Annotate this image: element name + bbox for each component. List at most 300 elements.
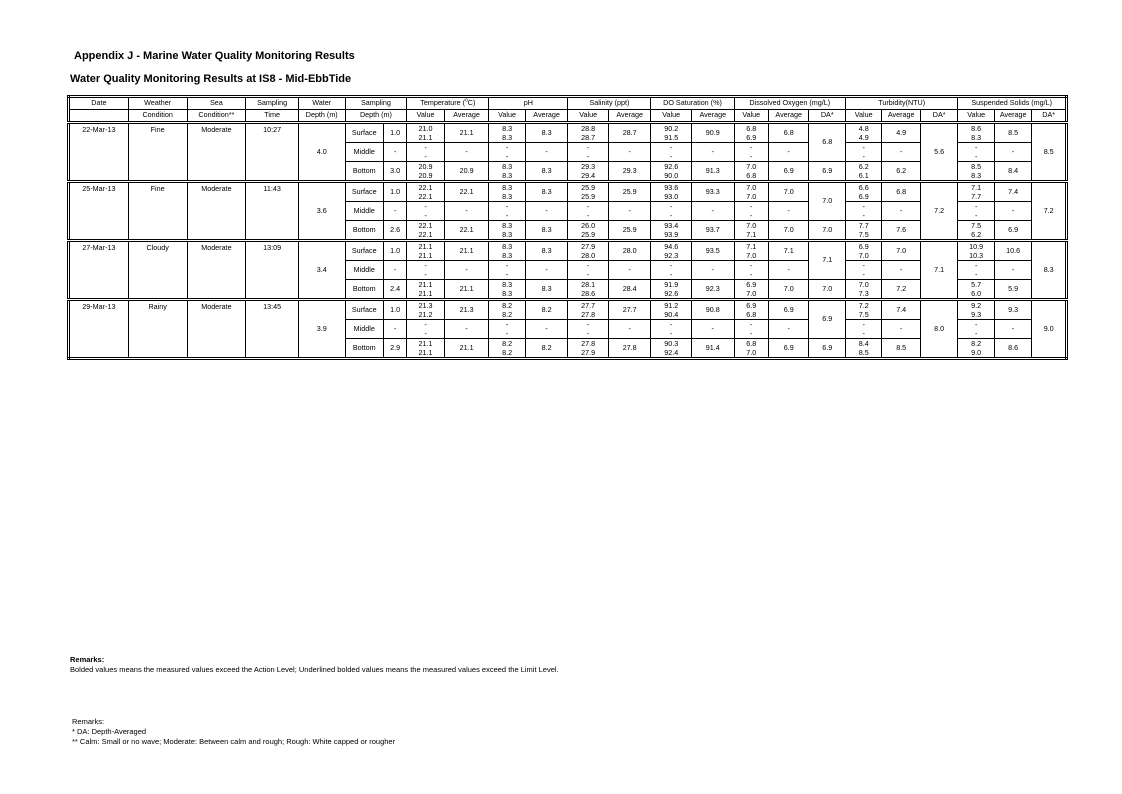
dissolved-oxygen-average: 6.9	[768, 162, 809, 182]
remarks-heading: Remarks:	[70, 655, 105, 664]
col-ss-average: Average	[994, 110, 1031, 123]
dissolved-oxygen-value	[734, 221, 768, 241]
turbidity-value	[845, 241, 881, 261]
sampling-level: Bottom	[345, 339, 383, 359]
turbidity-value-reading-1: 8.4	[858, 339, 869, 348]
suspended-solids-value-reading-2: 6.0	[971, 289, 982, 298]
suspended-solids-da: 8.5	[1032, 123, 1067, 182]
turbidity-value-reading-1: 6.9	[858, 242, 869, 251]
turbidity-value-reading-1: -	[862, 143, 865, 152]
suspended-solids-value-reading-1: 5.7	[971, 280, 982, 289]
dissolved-oxygen-average: 6.9	[768, 300, 809, 320]
suspended-solids-value-reading-2: -	[974, 152, 978, 161]
salinity-average: 27.7	[608, 300, 651, 320]
sampling-time: 11:43	[246, 182, 299, 241]
sampling-level: Middle	[345, 143, 383, 162]
temperature-value-reading-2: 21.1	[418, 348, 433, 357]
turbidity-value	[845, 300, 881, 320]
suspended-solids-value	[958, 123, 994, 143]
do-saturation-value	[651, 202, 692, 221]
temperature-value-reading-1: 22.1	[418, 183, 433, 192]
salinity-average: 25.9	[608, 182, 651, 202]
dissolved-oxygen-da-bottom: 7.0	[809, 280, 846, 300]
salinity-average: 28.4	[608, 280, 651, 300]
turbidity-value-reading-2: 7.5	[858, 230, 869, 239]
dissolved-oxygen-value	[734, 143, 768, 162]
suspended-solids-value	[958, 261, 994, 280]
temperature-value-reading-1: 21.1	[418, 242, 433, 251]
salinity-value	[568, 182, 609, 202]
sampling-depth: -	[384, 143, 407, 162]
temperature-value-reading-1: -	[424, 143, 427, 152]
water-depth: 3.9	[298, 300, 345, 359]
sampling-time: 13:09	[246, 241, 299, 300]
temperature-value-reading-2: -	[424, 329, 427, 338]
sampling-depth: 1.0	[384, 241, 407, 261]
sample-date: 22-Mar-13	[69, 123, 129, 182]
suspended-solids-value	[958, 241, 994, 261]
temperature-value	[407, 162, 444, 182]
suspended-solids-value	[958, 339, 994, 359]
turbidity-value-reading-2: 7.0	[858, 251, 869, 260]
salinity-average: -	[608, 320, 651, 339]
do-saturation-value	[651, 123, 692, 143]
temperature-value-reading-1: -	[424, 202, 427, 211]
ph-value-reading-2: 8.3	[502, 251, 513, 260]
col-dosat-value: Value	[651, 110, 692, 123]
salinity-value-reading-1: 28.1	[581, 280, 596, 289]
temperature-average: -	[444, 143, 489, 162]
do-saturation-value	[651, 280, 692, 300]
do-saturation-value-reading-2: 92.6	[664, 289, 679, 298]
dissolved-oxygen-value-reading-1: 7.0	[746, 183, 757, 192]
sampling-level: Surface	[345, 182, 383, 202]
ph-value-reading-2: -	[505, 270, 509, 279]
ph-value-reading-1: 8.3	[502, 124, 513, 133]
suspended-solids-da: 7.2	[1032, 182, 1067, 241]
do-saturation-value-reading-1: -	[670, 202, 673, 211]
sampling-level: Surface	[345, 300, 383, 320]
do-saturation-value-reading-2: 93.9	[664, 230, 679, 239]
dissolved-oxygen-value-reading-2: 7.0	[746, 348, 757, 357]
turbidity-average: 6.8	[882, 182, 920, 202]
turbidity-value-reading-1: 7.7	[858, 221, 869, 230]
ph-value-reading-1: -	[505, 261, 509, 270]
turbidity-value-reading-2: 6.9	[858, 192, 869, 201]
suspended-solids-value	[958, 300, 994, 320]
col-weather-sub: Condition	[128, 110, 187, 123]
temperature-value-reading-2: -	[424, 152, 427, 161]
footnote-da: * DA: Depth-Averaged	[72, 727, 147, 736]
dissolved-oxygen-value-reading-1: 6.9	[746, 280, 757, 289]
suspended-solids-value-reading-2: 6.2	[971, 230, 982, 239]
dissolved-oxygen-value-reading-1: 6.8	[746, 339, 757, 348]
turbidity-value	[845, 182, 881, 202]
suspended-solids-average: -	[994, 143, 1031, 162]
weather-condition: Rainy	[128, 300, 187, 359]
salinity-value-reading-2: -	[586, 152, 590, 161]
do-saturation-value-reading-1: 94.6	[664, 242, 679, 251]
dissolved-oxygen-average: 7.0	[768, 280, 809, 300]
ph-value-reading-2: 8.3	[502, 192, 513, 201]
sample-date: 29-Mar-13	[69, 300, 129, 359]
salinity-average: 27.8	[608, 339, 651, 359]
salinity-value	[568, 261, 609, 280]
table-row	[69, 241, 1067, 261]
salinity-average: -	[608, 143, 651, 162]
col-do-average: Average	[768, 110, 809, 123]
col-sampling-depth: Sampling	[345, 97, 407, 110]
do-saturation-value-reading-2: 90.0	[664, 171, 679, 180]
suspended-solids-average: 5.9	[994, 280, 1031, 300]
salinity-value-reading-1: 25.9	[581, 183, 596, 192]
suspended-solids-value-reading-1: 9.2	[971, 301, 982, 310]
turbidity-value	[845, 339, 881, 359]
dissolved-oxygen-value	[734, 280, 768, 300]
suspended-solids-value-reading-1: -	[974, 320, 978, 329]
ph-value-reading-1: -	[505, 320, 509, 329]
dissolved-oxygen-value	[734, 261, 768, 280]
sea-condition: Moderate	[187, 300, 246, 359]
temperature-average: 21.1	[444, 280, 489, 300]
dissolved-oxygen-value-reading-1: -	[750, 320, 753, 329]
dissolved-oxygen-value-reading-1: 7.1	[746, 242, 757, 251]
col-turb-average: Average	[882, 110, 920, 123]
temperature-value-reading-1: 20.9	[418, 162, 433, 171]
ph-value-reading-2: -	[505, 152, 509, 161]
ph-average: -	[525, 143, 568, 162]
dissolved-oxygen-da: 6.8	[809, 123, 846, 162]
ph-value-reading-1: 8.2	[502, 339, 513, 348]
salinity-value-reading-1: -	[586, 320, 590, 329]
ph-value	[489, 300, 525, 320]
turbidity-value-reading-1: -	[862, 320, 865, 329]
suspended-solids-da: 9.0	[1032, 300, 1067, 359]
sampling-depth: 2.4	[384, 280, 407, 300]
table-title: Water Quality Monitoring Results at IS8 - Mid-EbbTide	[70, 73, 352, 85]
turbidity-average: -	[882, 143, 920, 162]
sea-condition: Moderate	[187, 123, 246, 182]
turbidity-average: 7.0	[882, 241, 920, 261]
salinity-value-reading-2: 25.9	[581, 192, 596, 201]
do-saturation-value-reading-2: -	[670, 152, 673, 161]
temperature-value	[407, 300, 444, 320]
dissolved-oxygen-value-reading-2: -	[750, 329, 753, 338]
dissolved-oxygen-da: 7.0	[809, 182, 846, 221]
dissolved-oxygen-value	[734, 182, 768, 202]
temperature-value-reading-1: 21.1	[418, 280, 433, 289]
turbidity-da: 5.6	[920, 123, 957, 182]
ph-value-reading-2: 8.3	[502, 230, 513, 239]
col-time-sub: Time	[246, 110, 299, 123]
dissolved-oxygen-value	[734, 123, 768, 143]
turbidity-average: 7.4	[882, 300, 920, 320]
temperature-value-reading-2: 21.1	[418, 251, 433, 260]
dissolved-oxygen-value-reading-2: 6.8	[746, 310, 757, 319]
turbidity-average: 4.9	[882, 123, 920, 143]
turbidity-value-reading-2: 4.9	[858, 133, 869, 142]
dissolved-oxygen-value-reading-2: -	[750, 270, 753, 279]
turbidity-value-reading-2: 6.1	[858, 171, 869, 180]
do-saturation-value-reading-1: -	[670, 261, 673, 270]
temperature-value	[407, 280, 444, 300]
salinity-average: 29.3	[608, 162, 651, 182]
suspended-solids-value-reading-2: -	[974, 270, 978, 279]
turbidity-da: 8.0	[920, 300, 957, 359]
suspended-solids-value-reading-1: 10.9	[969, 242, 984, 251]
footnote-sea-condition: ** Calm: Small or no wave; Moderate: Between calm and rough; Rough: White capped or rougher	[72, 737, 396, 746]
temperature-value-reading-2: -	[424, 270, 427, 279]
suspended-solids-value-reading-1: 8.2	[971, 339, 982, 348]
table-row	[69, 300, 1067, 320]
do-saturation-value	[651, 339, 692, 359]
do-saturation-value	[651, 143, 692, 162]
suspended-solids-value-reading-1: 7.1	[971, 183, 982, 192]
dissolved-oxygen-average: -	[768, 202, 809, 221]
sample-date: 27-Mar-13	[69, 241, 129, 300]
salinity-value-reading-1: 26.0	[581, 221, 596, 230]
dissolved-oxygen-value-reading-1: -	[750, 202, 753, 211]
col-do-value: Value	[734, 110, 768, 123]
ph-average: -	[525, 261, 568, 280]
ph-value-reading-2: -	[505, 329, 509, 338]
dissolved-oxygen-da: 7.1	[809, 241, 846, 280]
col-salinity: Salinity (ppt)	[568, 97, 651, 110]
ph-value-reading-1: 8.2	[502, 301, 513, 310]
do-saturation-value-reading-2: -	[670, 270, 673, 279]
temperature-value-reading-2: 22.1	[418, 192, 433, 201]
ph-value	[489, 202, 525, 221]
do-saturation-value-reading-2: 92.4	[664, 348, 679, 357]
do-saturation-average: 91.3	[691, 162, 734, 182]
suspended-solids-value-reading-2: -	[974, 329, 978, 338]
temperature-value	[407, 241, 444, 261]
dissolved-oxygen-da-bottom: 6.9	[809, 162, 846, 182]
dissolved-oxygen-value-reading-2: -	[750, 152, 753, 161]
temperature-value	[407, 339, 444, 359]
temperature-average: 21.1	[444, 339, 489, 359]
suspended-solids-average: 7.4	[994, 182, 1031, 202]
do-saturation-value-reading-2: -	[670, 211, 673, 220]
do-saturation-value-reading-2: -	[670, 329, 673, 338]
temperature-value	[407, 123, 444, 143]
do-saturation-average: -	[691, 320, 734, 339]
salinity-value-reading-2: -	[586, 211, 590, 220]
suspended-solids-value	[958, 320, 994, 339]
dissolved-oxygen-value-reading-2: 6.8	[746, 171, 757, 180]
header-row-1	[69, 97, 1067, 110]
temperature-value-reading-1: -	[424, 320, 427, 329]
col-date: Date	[69, 97, 129, 110]
dissolved-oxygen-value-reading-2: 7.0	[746, 251, 757, 260]
remarks-footnotes	[72, 717, 395, 747]
col-date-sub	[69, 110, 129, 123]
turbidity-value-reading-1: 4.8	[858, 124, 869, 133]
ph-value	[489, 280, 525, 300]
turbidity-value-reading-2: -	[862, 211, 865, 220]
ph-value	[489, 320, 525, 339]
water-quality-table	[67, 95, 1068, 360]
suspended-solids-average: -	[994, 320, 1031, 339]
temperature-value-reading-1: 21.3	[418, 301, 433, 310]
suspended-solids-value-reading-2: 8.3	[971, 171, 982, 180]
suspended-solids-value-reading-1: 7.5	[971, 221, 982, 230]
temperature-value	[407, 182, 444, 202]
salinity-value-reading-2: 28.6	[581, 289, 596, 298]
suspended-solids-average: 9.3	[994, 300, 1031, 320]
dissolved-oxygen-average: 6.8	[768, 123, 809, 143]
turbidity-value-reading-1: -	[862, 202, 865, 211]
dissolved-oxygen-value	[734, 241, 768, 261]
suspended-solids-value-reading-2: 8.3	[971, 133, 982, 142]
turbidity-value-reading-1: -	[862, 261, 865, 270]
turbidity-average: -	[882, 320, 920, 339]
dissolved-oxygen-average: 7.0	[768, 182, 809, 202]
salinity-value	[568, 143, 609, 162]
appendix-title: Appendix J - Marine Water Quality Monitoring Results	[74, 50, 355, 62]
table-row	[69, 182, 1067, 202]
dissolved-oxygen-da: 6.9	[809, 300, 846, 339]
sampling-depth: -	[384, 202, 407, 221]
col-sal-value: Value	[568, 110, 609, 123]
do-saturation-value	[651, 300, 692, 320]
col-ss-value: Value	[958, 110, 994, 123]
dissolved-oxygen-value	[734, 320, 768, 339]
salinity-value-reading-2: -	[586, 329, 590, 338]
sampling-depth: 1.0	[384, 123, 407, 143]
suspended-solids-average: 8.4	[994, 162, 1031, 182]
temperature-value-reading-2: 22.1	[418, 230, 433, 239]
temperature-value-reading-1: -	[424, 261, 427, 270]
sampling-level: Surface	[345, 123, 383, 143]
sampling-depth: 3.0	[384, 162, 407, 182]
sampling-level: Surface	[345, 241, 383, 261]
turbidity-average: 7.2	[882, 280, 920, 300]
suspended-solids-value	[958, 162, 994, 182]
ph-value	[489, 143, 525, 162]
ph-average: 8.3	[525, 221, 568, 241]
ph-value-reading-2: 8.3	[502, 289, 513, 298]
salinity-average: 28.7	[608, 123, 651, 143]
dissolved-oxygen-average: -	[768, 320, 809, 339]
turbidity-value	[845, 261, 881, 280]
ph-average: -	[525, 202, 568, 221]
temperature-value-reading-1: 22.1	[418, 221, 433, 230]
suspended-solids-average: 10.6	[994, 241, 1031, 261]
ph-value-reading-1: 8.3	[502, 280, 513, 289]
salinity-value-reading-1: 27.8	[581, 339, 596, 348]
col-weather: Weather	[128, 97, 187, 110]
temperature-value	[407, 221, 444, 241]
dissolved-oxygen-value-reading-2: 7.1	[746, 230, 757, 239]
ph-average: -	[525, 320, 568, 339]
salinity-value-reading-1: -	[586, 202, 590, 211]
temperature-average: 21.1	[444, 241, 489, 261]
dissolved-oxygen-value-reading-1: 6.8	[746, 124, 757, 133]
temperature-value-reading-2: 21.2	[418, 310, 433, 319]
suspended-solids-value	[958, 221, 994, 241]
do-saturation-value	[651, 261, 692, 280]
salinity-value-reading-2: 25.9	[581, 230, 596, 239]
ph-value	[489, 221, 525, 241]
salinity-value-reading-1: 27.7	[581, 301, 596, 310]
dissolved-oxygen-value	[734, 162, 768, 182]
do-saturation-value-reading-1: 91.9	[664, 280, 679, 289]
do-saturation-value-reading-1: -	[670, 320, 673, 329]
turbidity-value	[845, 123, 881, 143]
ph-value	[489, 162, 525, 182]
turbidity-value	[845, 221, 881, 241]
ph-value-reading-1: 8.3	[502, 242, 513, 251]
temperature-value-reading-2: -	[424, 211, 427, 220]
turbidity-value-reading-1: 6.6	[858, 183, 869, 192]
turbidity-da: 7.1	[920, 241, 957, 300]
dissolved-oxygen-value-reading-2: 6.9	[746, 133, 757, 142]
ph-value-reading-2: 8.3	[502, 133, 513, 142]
salinity-value	[568, 241, 609, 261]
temperature-value	[407, 320, 444, 339]
sampling-level: Middle	[345, 261, 383, 280]
turbidity-average: 8.5	[882, 339, 920, 359]
do-saturation-average: -	[691, 202, 734, 221]
turbidity-value-reading-2: -	[862, 152, 865, 161]
turbidity-value	[845, 143, 881, 162]
sampling-level: Bottom	[345, 162, 383, 182]
dissolved-oxygen-value-reading-1: -	[750, 143, 753, 152]
turbidity-value-reading-2: 7.3	[858, 289, 869, 298]
dissolved-oxygen-value	[734, 202, 768, 221]
sampling-depth: 2.6	[384, 221, 407, 241]
col-sea-sub: Condition**	[187, 110, 246, 123]
suspended-solids-average: -	[994, 202, 1031, 221]
temperature-average: 22.1	[444, 182, 489, 202]
salinity-value	[568, 339, 609, 359]
water-depth: 4.0	[298, 123, 345, 182]
suspended-solids-value-reading-2: 7.7	[971, 192, 982, 201]
do-saturation-average: 93.3	[691, 182, 734, 202]
salinity-value	[568, 300, 609, 320]
turbidity-value-reading-1: 6.2	[858, 162, 869, 171]
do-saturation-value-reading-2: 91.5	[664, 133, 679, 142]
col-temperature: Temperature ($^o$C)	[407, 97, 489, 110]
dissolved-oxygen-average: 6.9	[768, 339, 809, 359]
remarks-action-level	[70, 655, 559, 675]
do-saturation-value-reading-1: 90.2	[664, 124, 679, 133]
do-saturation-average: 90.9	[691, 123, 734, 143]
suspended-solids-value-reading-2: 10.3	[969, 251, 984, 260]
ph-value	[489, 182, 525, 202]
suspended-solids-value-reading-1: 8.5	[971, 162, 982, 171]
col-ph-average: Average	[525, 110, 568, 123]
ph-value	[489, 123, 525, 143]
col-temp-average: Average	[444, 110, 489, 123]
salinity-average: -	[608, 261, 651, 280]
water-depth: 3.4	[298, 241, 345, 300]
salinity-value	[568, 320, 609, 339]
salinity-value-reading-1: -	[586, 143, 590, 152]
do-saturation-value-reading-1: 93.6	[664, 183, 679, 192]
ph-value-reading-1: -	[505, 202, 509, 211]
table-row	[69, 123, 1067, 143]
col-sampling-depth-sub: Depth (m)	[345, 110, 407, 123]
do-saturation-value	[651, 221, 692, 241]
temperature-average: -	[444, 202, 489, 221]
turbidity-value-reading-2: -	[862, 270, 865, 279]
do-saturation-value-reading-2: 90.4	[664, 310, 679, 319]
col-dosat-average: Average	[691, 110, 734, 123]
dissolved-oxygen-value-reading-1: 6.9	[746, 301, 757, 310]
salinity-value-reading-2: 28.0	[581, 251, 596, 260]
